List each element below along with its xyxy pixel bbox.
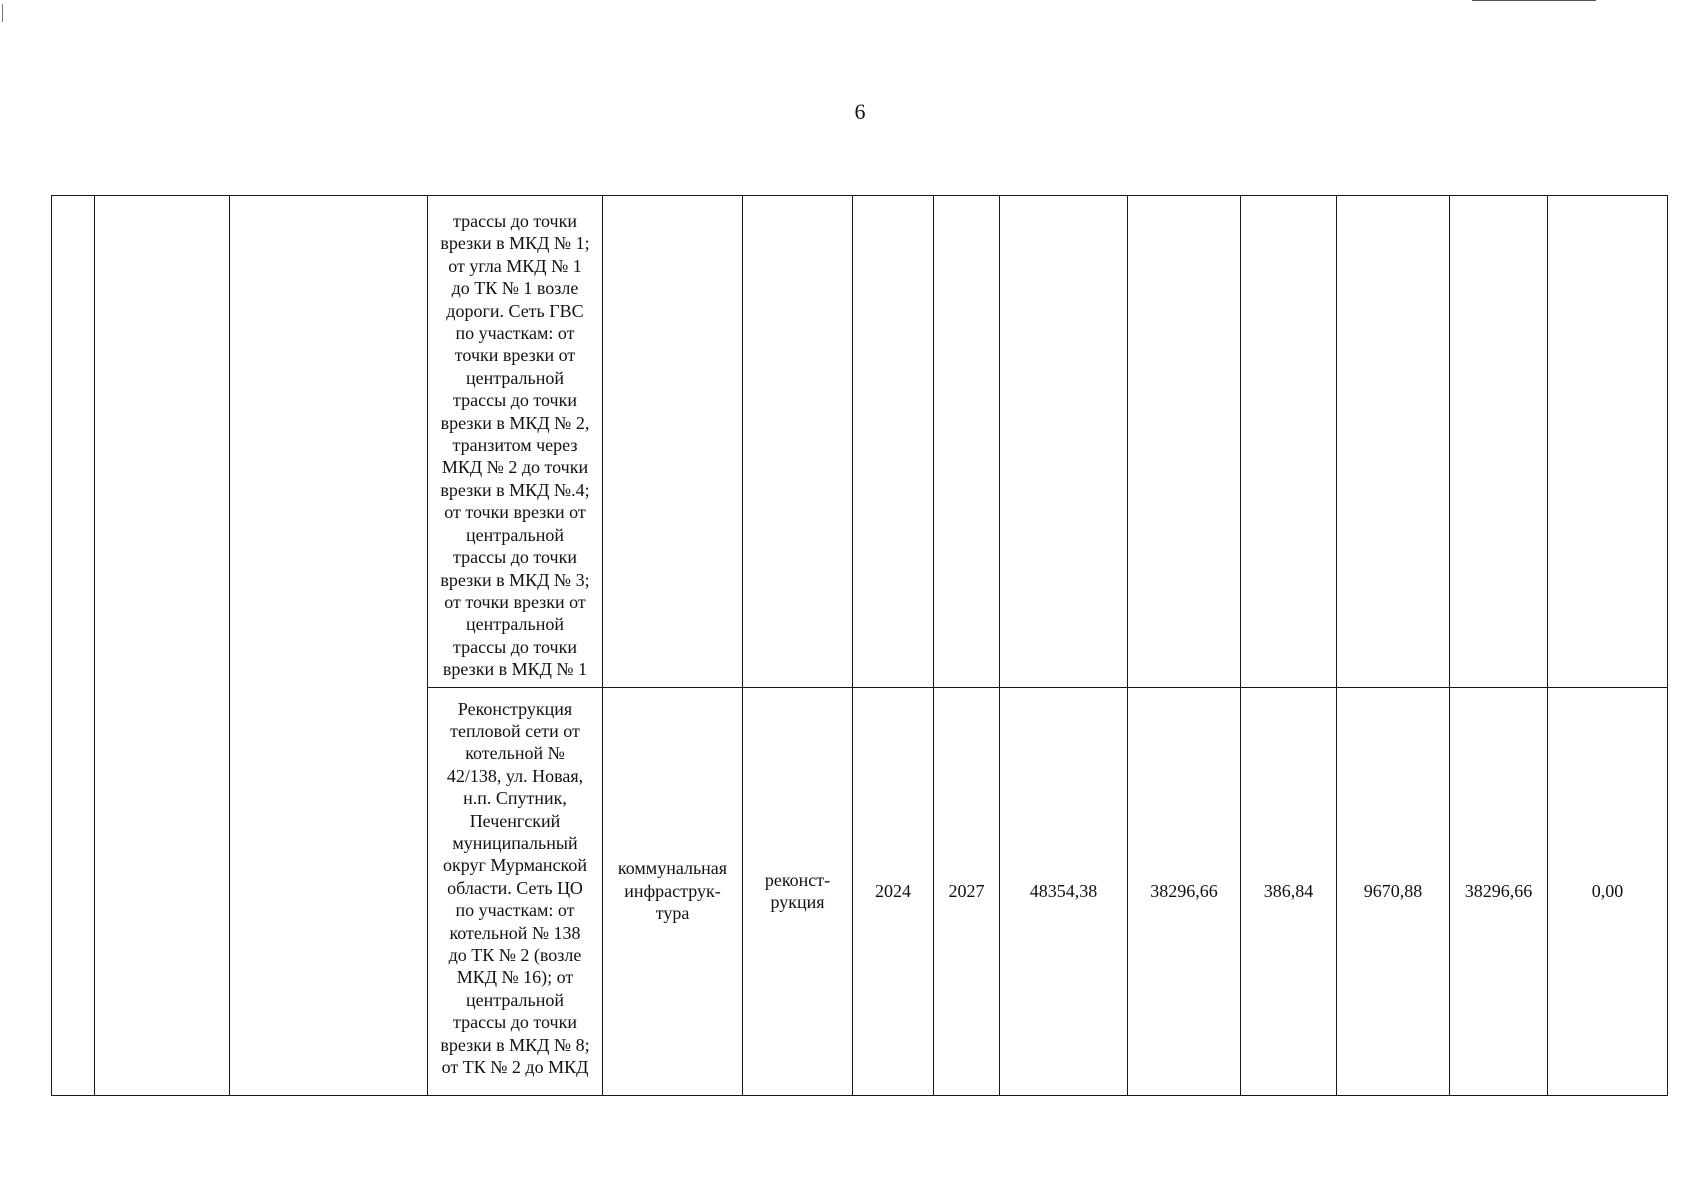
description-line: н.п. Спутник,	[463, 788, 567, 809]
description-line: врезки в МКД № 3;	[440, 569, 590, 590]
object-description-cell	[428, 687, 603, 1095]
category-text	[603, 857, 742, 924]
start-year-cell: 2024	[853, 687, 934, 1095]
empty-cell	[1241, 196, 1337, 688]
object-description-cell	[428, 196, 603, 688]
description-line: врезки в МКД № 2,	[440, 412, 590, 433]
description-line: транзитом через	[452, 435, 578, 456]
description-line: врезки в МКД № 8;	[440, 1034, 590, 1055]
work-type-text	[743, 869, 852, 914]
description-line: врезки в МКД № 1	[442, 659, 588, 680]
empty-cell	[1000, 196, 1128, 688]
empty-cell	[1548, 196, 1668, 688]
description-line: врезки в МКД №.4;	[440, 479, 590, 500]
scan-edge-mark	[2, 4, 4, 22]
work-type-cell	[743, 687, 853, 1095]
description-line: центральной	[466, 367, 564, 388]
table-row	[52, 196, 1668, 688]
description-line: 42/138, ул. Новая,	[446, 765, 584, 786]
description-line: МКД № 2 до точки	[441, 457, 589, 478]
empty-cell	[1128, 196, 1241, 688]
empty-cell	[1450, 196, 1548, 688]
description-line: трассы до точки	[453, 211, 577, 231]
category-line: тура	[655, 903, 690, 924]
description-line: дороги. Сеть ГВС	[446, 300, 584, 321]
description-line: от точки врезки от	[444, 502, 586, 523]
empty-cell	[230, 196, 428, 1096]
category-cell	[603, 687, 743, 1095]
object-description	[432, 210, 598, 681]
description-line: от точки врезки от	[444, 591, 586, 612]
description-line: по участкам: от	[455, 900, 575, 921]
description-line: от ТК № 2 до МКД	[441, 1057, 589, 1078]
value-cell: 38296,66	[1128, 687, 1241, 1095]
description-line: округ Мурманской	[442, 855, 588, 876]
description-line: трассы до точки	[453, 390, 577, 411]
empty-cell	[1337, 196, 1450, 688]
description-line: тепловой сети от	[450, 720, 580, 741]
work-type-line: реконст-	[764, 869, 831, 890]
work-type-line: рукция	[770, 892, 825, 913]
description-line: области. Сеть ЦО	[447, 877, 583, 898]
category-line: инфраструк-	[624, 880, 721, 901]
empty-cell	[95, 196, 230, 1096]
value-cell: 386,84	[1241, 687, 1337, 1095]
description-line: котельной № 138	[449, 922, 581, 943]
description-line: точки врезки от	[454, 345, 576, 366]
number-cell	[52, 196, 95, 1096]
description-line: МКД № 16); от	[456, 967, 574, 988]
empty-cell	[934, 196, 1000, 688]
description-line: Реконструкция	[457, 698, 573, 719]
description-line: врезки в МКД № 1;	[440, 233, 590, 254]
value-cell: 38296,66	[1450, 687, 1548, 1095]
value-cell: 0,00	[1548, 687, 1668, 1095]
description-line: трассы до точки	[453, 1012, 577, 1033]
object-description	[432, 698, 598, 1079]
value-cell: 9670,88	[1337, 687, 1450, 1095]
description-line: центральной	[466, 524, 564, 545]
description-line: от угла МКД № 1	[448, 255, 582, 276]
value-cell: 48354,38	[1000, 687, 1128, 1095]
empty-cell	[743, 196, 853, 688]
description-line: центральной	[466, 989, 564, 1010]
description-line: трассы до точки	[453, 547, 577, 568]
description-line: до ТК № 1 возле	[451, 278, 579, 299]
document-table	[51, 195, 1668, 1096]
category-line: коммунальная	[617, 858, 728, 879]
page-number: 6	[854, 99, 866, 124]
description-line: трассы до точки	[453, 636, 577, 657]
end-year-cell: 2027	[934, 687, 1000, 1095]
empty-cell	[853, 196, 934, 688]
description-line: центральной	[466, 614, 564, 635]
description-line: до ТК № 2 (возле	[448, 945, 582, 965]
empty-cell	[603, 196, 743, 688]
scan-edge-mark	[1472, 0, 1596, 2]
description-line: Печенгский	[469, 810, 561, 831]
description-line: по участкам: от	[455, 323, 575, 344]
description-line: котельной №	[465, 743, 565, 764]
description-line: муниципальный	[452, 832, 578, 853]
